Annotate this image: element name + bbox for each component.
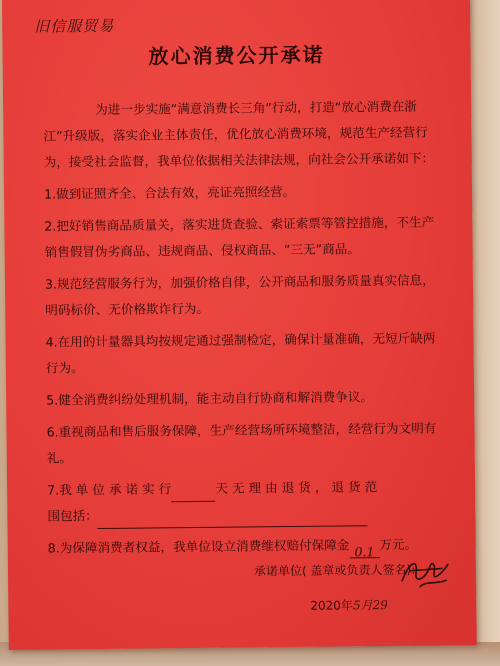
page-title: 放心消费公开承诺 xyxy=(148,42,325,69)
commitment-item-4: 4.在用的计量器具均按规定通过强制检定，确保计量准确，无短斤缺两行为。 xyxy=(45,330,436,376)
handwritten-header: 旧信服贸易 xyxy=(34,16,115,36)
return-days-blank xyxy=(171,483,215,502)
date-handwritten: 5月29 xyxy=(352,597,388,613)
guarantee-amount: 0.1 xyxy=(354,544,375,560)
commitment-item-7 xyxy=(47,473,448,529)
signature-date xyxy=(310,596,415,614)
return-scope-blank xyxy=(98,507,368,529)
signature-block xyxy=(254,561,416,615)
commitment-item-3: 3.规范经营服务行为，加强价格自律，公开商品和服务质量真实信息，明码标价、无价格欺诈行为。 xyxy=(44,272,435,318)
commitment-item-8 xyxy=(48,531,448,561)
item7-prefix: 7.我 单 位 承 诺 实 行 xyxy=(47,481,172,498)
date-prefix: 2020年 xyxy=(310,598,353,613)
commitment-item-6: 6.重视商品和售后服务保障，生产经营场所环境整洁，经营行为文明有礼。 xyxy=(46,420,437,466)
signature-label: 承诺单位( 盖章或负责人签名): xyxy=(253,562,416,579)
commitment-notice-sheet xyxy=(2,0,477,650)
item8-prefix: 8.为保障消费者权益，我单位设立消费维权赔付保障金 xyxy=(47,537,350,556)
item7-middle: 天 无 理 由 退 货 ， 退 货 范 xyxy=(215,479,378,496)
commitment-item-5: 5.健全消费纠纷处理机制，能主动自行协商和解消费争议。 xyxy=(46,389,374,408)
commitment-item-2: 2.把好销售商品质量关，落实进货查验、索证索票等管控措施，不生产销售假冒伪劣商品、违规商品、侵权商品、“三无”商品。 xyxy=(44,214,435,260)
notice-body xyxy=(43,93,448,561)
handwritten-signature xyxy=(396,550,456,595)
guarantee-amount-blank xyxy=(349,539,379,558)
intro-paragraph: 为进一步实施“满意消费长三角”行动，打造“放心消费在浙江”升级版，落实企业主体责任，优化放心消费环境，规范生产经营行为，接受社会监督，我单位依据相关法律法规，向社会公开承诺如下： xyxy=(43,98,435,170)
commitment-item-1: 1.做到证照齐全、合法有效，亮证亮照经营。 xyxy=(43,183,296,202)
item8-suffix: 万元。 xyxy=(379,536,418,553)
item7-line2: 围包括： xyxy=(47,508,98,524)
